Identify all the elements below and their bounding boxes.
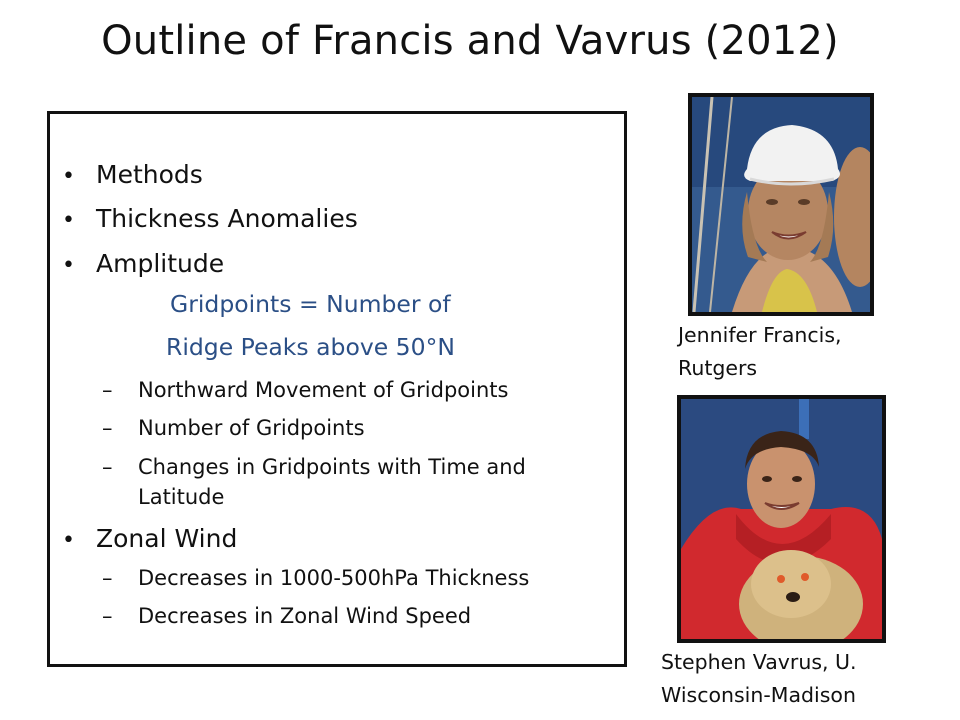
vavrus-photo-art <box>681 399 882 639</box>
sub-item-changes-cont: Latitude <box>138 485 225 509</box>
sub-item-number <box>102 416 365 440</box>
caption-line: Stephen Vavrus, U. <box>661 650 857 674</box>
sub-item-label: Northward Movement of Gridpoints <box>138 378 509 402</box>
amplitude-note-line1: Gridpoints = Number of <box>170 290 451 318</box>
vavrus-photo <box>677 395 886 643</box>
vavrus-caption <box>661 646 857 712</box>
sub-item-thickness-decrease <box>102 566 529 590</box>
dash-icon: – <box>102 604 113 628</box>
outline-box <box>47 111 627 667</box>
bullet-icon: • <box>62 253 75 278</box>
francis-photo <box>688 93 874 316</box>
list-item-methods <box>62 160 203 189</box>
sub-item-label: Decreases in 1000-500hPa Thickness <box>138 566 530 590</box>
sub-item-wind-decrease <box>102 604 471 628</box>
slide-title: Outline of Francis and Vavrus (2012) <box>101 18 839 64</box>
dash-icon: – <box>102 416 113 440</box>
sub-item-label: Number of Gridpoints <box>138 416 365 440</box>
item-label: Methods <box>96 160 203 189</box>
caption-line: Wisconsin-Madison <box>661 683 856 707</box>
list-item-zonal <box>62 524 237 553</box>
item-label: Zonal Wind <box>96 524 238 553</box>
caption-line: Rutgers <box>678 356 758 380</box>
item-label: Thickness Anomalies <box>96 204 358 233</box>
francis-photo-art <box>692 97 870 312</box>
sub-item-changes <box>102 455 526 479</box>
item-label: Amplitude <box>96 249 225 278</box>
bullet-icon: • <box>62 528 75 553</box>
dash-icon: – <box>102 455 113 479</box>
bullet-icon: • <box>62 164 75 189</box>
dash-icon: – <box>102 378 113 402</box>
caption-line: Jennifer Francis, <box>678 323 842 347</box>
list-item-thickness <box>62 204 358 233</box>
sub-item-label: Decreases in Zonal Wind Speed <box>138 604 472 628</box>
bullet-icon: • <box>62 208 75 233</box>
sub-item-northward <box>102 378 508 402</box>
sub-item-label: Changes in Gridpoints with Time and <box>138 455 526 479</box>
dash-icon: – <box>102 566 113 590</box>
francis-caption <box>678 319 842 385</box>
amplitude-note-line2: Ridge Peaks above 50°N <box>166 333 455 361</box>
list-item-amplitude <box>62 249 224 278</box>
